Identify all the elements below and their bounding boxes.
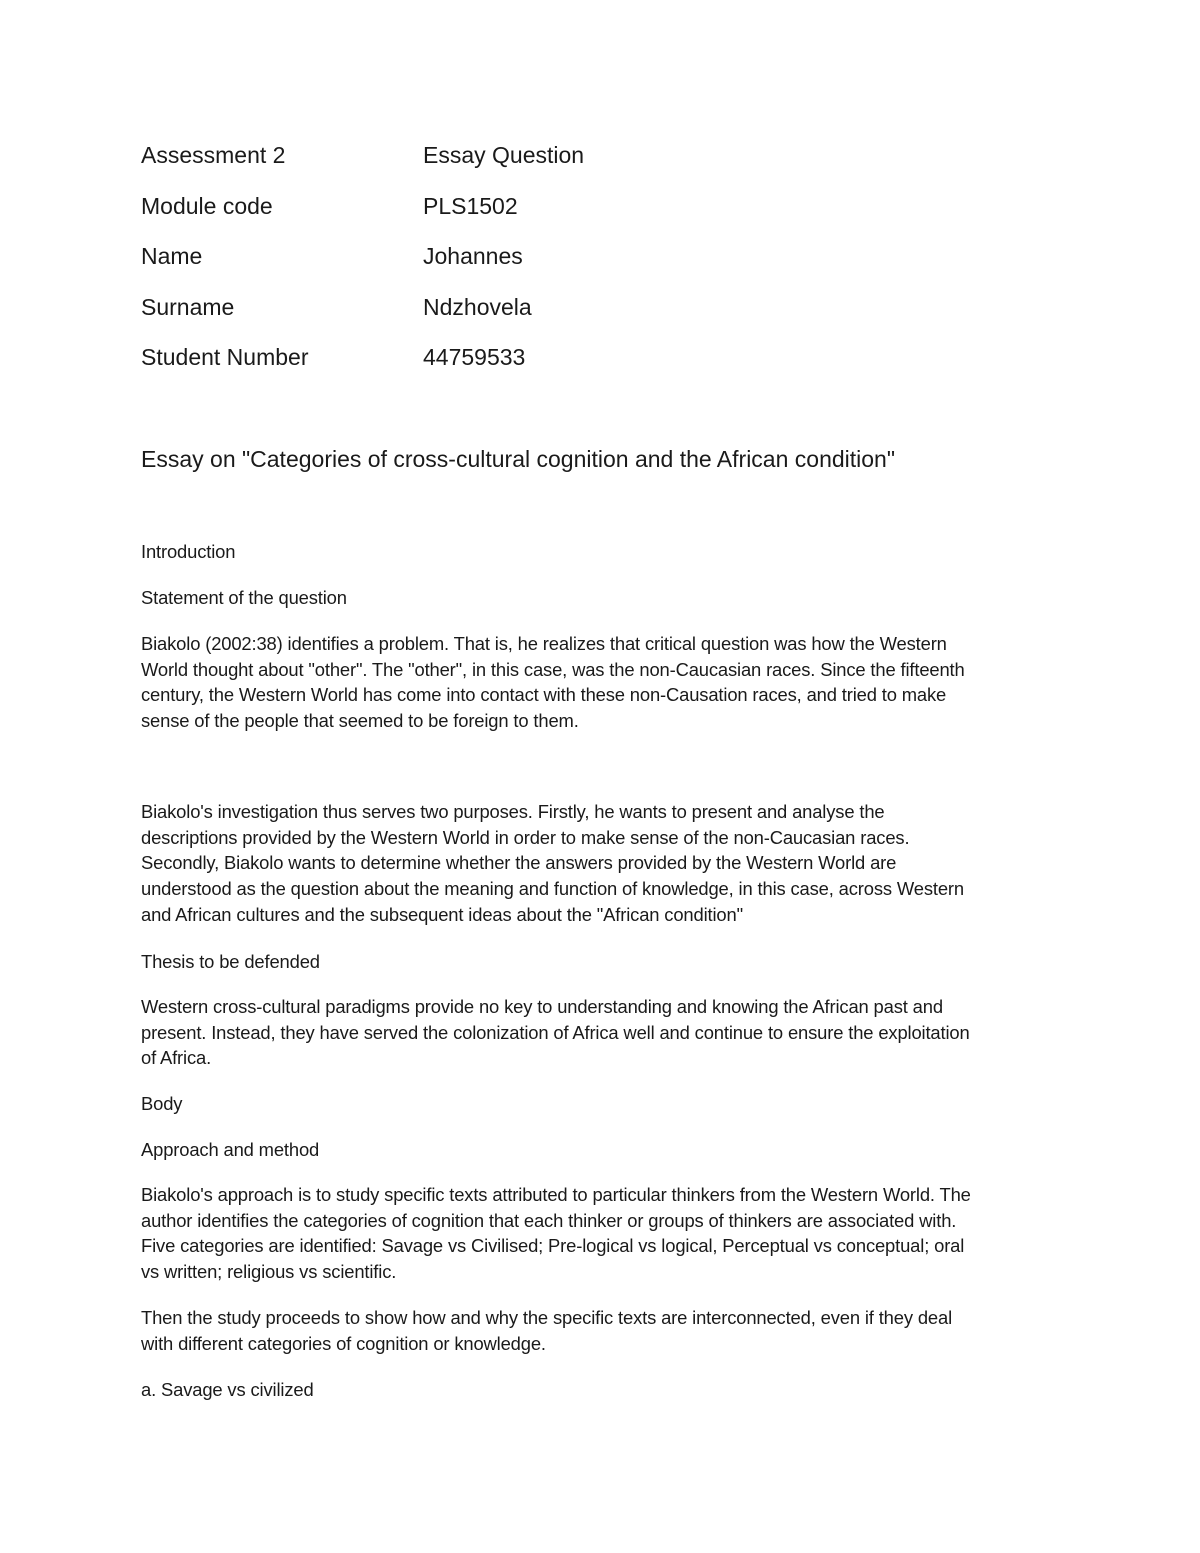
paragraph-line: and African cultures and the subsequent ideas about the "African condition" xyxy=(141,903,743,925)
thesis-paragraph xyxy=(141,994,1051,1071)
paragraph-line: Biakolo's approach is to study specific texts attributed to particular thinkers from the Western World. The xyxy=(141,1184,971,1205)
paragraph-line: sense of the people that seemed to be foreign to them. xyxy=(141,710,579,732)
info-label: Assessment 2 xyxy=(141,142,286,168)
info-row-surname xyxy=(141,292,841,343)
thesis-heading: Thesis to be defended xyxy=(141,951,320,972)
info-value: Ndzhovela xyxy=(423,293,532,320)
approach-heading: Approach and method xyxy=(141,1139,320,1160)
info-value: 44759533 xyxy=(423,344,526,370)
then-paragraph xyxy=(141,1305,1051,1356)
statement-paragraph xyxy=(141,631,1051,734)
paragraph-line: present. Instead, they have served the colonization of Africa well and continue to ensure the exploitation xyxy=(141,1021,970,1043)
paragraph-line: Biakolo (2002:38) identifies a problem. That is, he realizes that critical question was how the Western xyxy=(141,633,947,654)
paragraph-line: author identifies the categories of cognition that each thinker or groups of thinkers are associated with. xyxy=(141,1209,957,1231)
paragraph-line: Five categories are identified: Savage vs Civilised; Pre-logical vs logical, Perceptual vs conceptual; oral xyxy=(141,1235,965,1257)
paragraph-line: Biakolo's investigation thus serves two purposes. Firstly, he wants to present and analyse the xyxy=(141,801,885,822)
paragraph-line: Secondly, Biakolo wants to determine whether the answers provided by the Western World are xyxy=(141,852,897,874)
student-info-table xyxy=(141,140,841,393)
info-label: Student Number xyxy=(141,344,309,370)
paragraph-line: vs written; religious vs scientific. xyxy=(141,1261,397,1283)
info-row-student-number xyxy=(141,342,841,393)
approach-paragraph xyxy=(141,1182,1051,1285)
essay-title: Essay on "Categories of cross-cultural cognition and the African condition" xyxy=(141,446,896,472)
info-row-name xyxy=(141,241,841,292)
info-value: Johannes xyxy=(423,243,523,269)
info-row-module-code xyxy=(141,191,841,242)
info-label: Surname xyxy=(141,293,235,320)
info-value: PLS1502 xyxy=(423,192,518,219)
paragraph-line: with different categories of cognition or knowledge. xyxy=(141,1332,546,1354)
info-row-assessment xyxy=(141,140,841,191)
info-label: Module code xyxy=(141,192,273,219)
investigation-paragraph xyxy=(141,799,1051,928)
paragraph-line: Then the study proceeds to show how and why the specific texts are interconnected, even if they deal xyxy=(141,1307,953,1328)
body-heading: Body xyxy=(141,1093,183,1114)
introduction-heading: Introduction xyxy=(141,541,236,562)
info-label: Name xyxy=(141,243,203,269)
paragraph-line: descriptions provided by the Western World in order to make sense of the non-Caucasian races. xyxy=(141,826,910,848)
info-value: Essay Question xyxy=(423,142,585,168)
statement-heading: Statement of the question xyxy=(141,587,347,608)
paragraph-line: century, the Western World has come into contact with these non-Causation races, and tried to make xyxy=(141,684,947,706)
paragraph-line: World thought about "other". The "other", in this case, was the non-Caucasian races. Since the fifteenth xyxy=(141,658,965,680)
paragraph-line: of Africa. xyxy=(141,1047,212,1069)
paragraph-line: Western cross-cultural paradigms provide no key to understanding and knowing the African past and xyxy=(141,996,943,1017)
savage-heading: a. Savage vs civilized xyxy=(141,1379,314,1400)
paragraph-line: understood as the question about the meaning and function of knowledge, in this case, across Western xyxy=(141,878,964,900)
